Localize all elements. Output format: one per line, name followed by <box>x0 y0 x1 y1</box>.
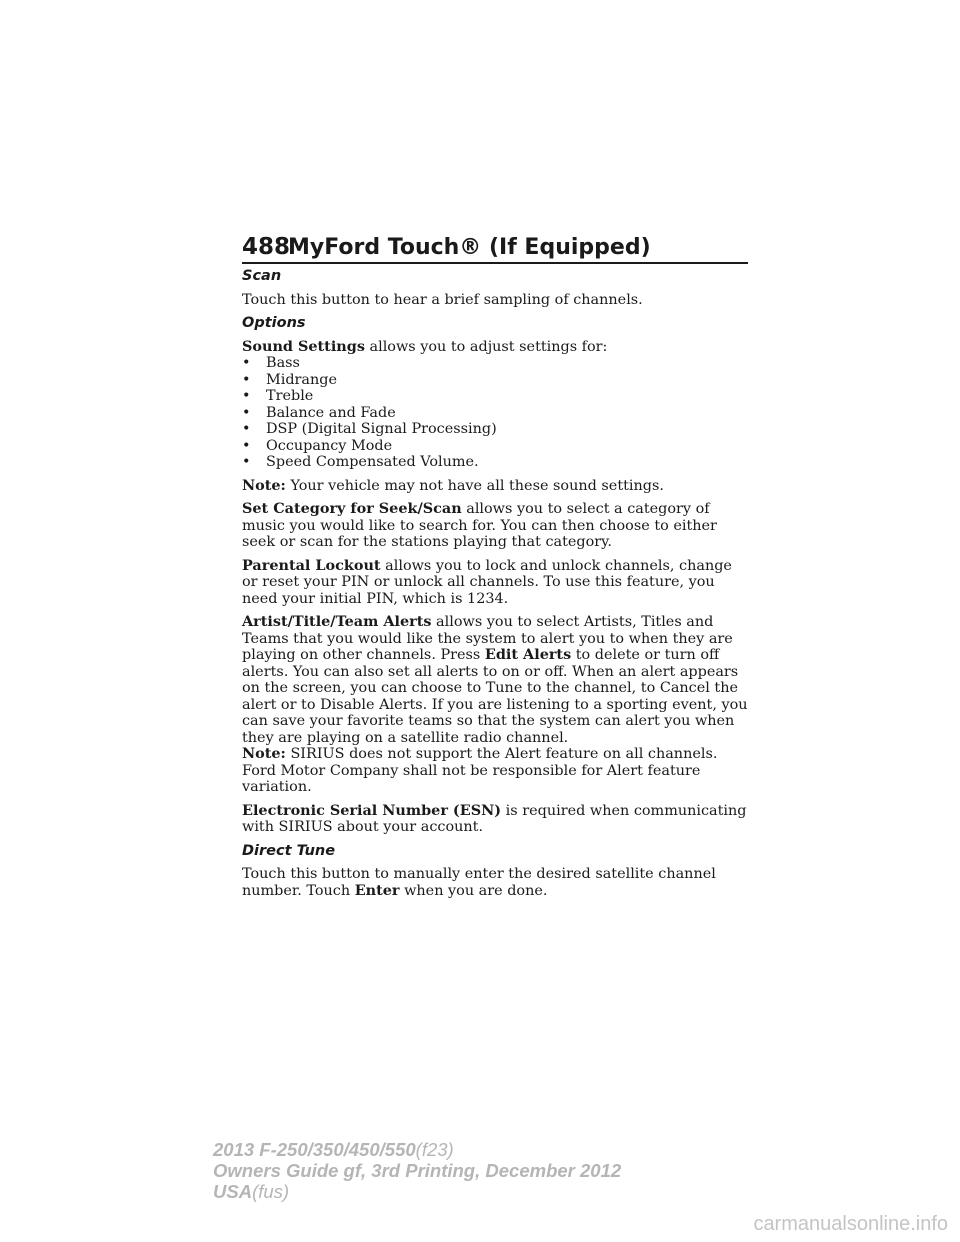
set-category-term: Set Category for Seek/Scan <box>242 500 462 517</box>
alerts-text-1: allows you to select Artists, Titles and Teams that you would like the system to alert you to when they are playing on other channels. Press <box>242 614 733 663</box>
scan-text: Touch this button to hear a brief sampling of channels. <box>242 291 643 308</box>
esn-term: Electronic Serial Number (ESN) <box>242 801 502 819</box>
sound-settings-paragraph <box>242 339 752 356</box>
note-label: Note: <box>242 476 286 494</box>
list-item: • Midrange <box>242 371 338 388</box>
bullet-icon: • <box>242 421 251 437</box>
alerts-term: Artist/Title/Team Alerts <box>242 613 432 630</box>
page-header <box>242 228 748 264</box>
note-alerts <box>242 746 752 796</box>
bullet-icon: • <box>242 388 251 404</box>
list-item: • DSP (Digital Signal Processing) <box>242 421 497 437</box>
alerts-text-2: to delete or turn off alerts. You can also set all alerts to on or off. When an alert appears on the screen, you can choose to Tune to the channel, to Cancel the alert or to Disable Alerts. If you are listening to a sporting event, you can save your favorite teams so that the system can alert you when they are playing on a satellite radio channel. <box>242 647 748 746</box>
note-text: SIRIUS does not support the Alert feature on all channels. Ford Motor Company shall not be responsible for Alert feature variation. <box>242 746 718 795</box>
direct-tune-text-2: when you are done. <box>404 882 548 899</box>
note-text: Your vehicle may not have all these sound settings. <box>290 477 664 494</box>
watermark: carmanualsonline.info <box>753 1213 948 1235</box>
sound-settings-text: allows you to adjust settings for: <box>369 338 608 355</box>
list-item: • Occupancy Mode <box>242 437 393 454</box>
esn-text: is required when communicating with SIRIUS about your account. <box>242 802 747 835</box>
set-category-text: allows you to select a category of music you would like to search for. You can then choose to either seek or scan for the stations playing that category. <box>242 501 717 550</box>
list-item: • Speed Compensated Volume. <box>242 454 479 470</box>
sound-settings-term: Sound Settings <box>242 337 365 355</box>
parental-lockout-paragraph <box>242 558 752 608</box>
parental-lockout-term: Parental Lockout <box>242 556 381 574</box>
footer-line-edition: Owners Guide gf, 3rd Printing, December 2012 <box>213 1160 622 1181</box>
sound-settings-list <box>242 355 752 471</box>
chapter-title: MyFord Touch® (If Equipped) <box>288 235 651 260</box>
esn-paragraph <box>242 803 752 836</box>
set-category-paragraph <box>242 501 752 551</box>
page-number: 488 <box>242 234 291 260</box>
bullet-icon: • <box>242 404 251 421</box>
bullet-icon: • <box>242 454 251 470</box>
bullet-icon: • <box>242 355 251 371</box>
footer-line-model: 2013 F-250/350/450/550(f23) <box>213 1139 454 1160</box>
bullet-icon: • <box>242 371 251 388</box>
document-footer <box>213 1139 621 1202</box>
direct-tune-paragraph <box>242 866 752 899</box>
options-heading: Options <box>242 315 306 331</box>
direct-tune-text-1: Touch this button to manually enter the desired satellite channel number. Touch <box>242 866 716 899</box>
note-label: Note: <box>242 745 286 762</box>
edit-alerts-term: Edit Alerts <box>484 646 572 663</box>
scan-heading: Scan <box>242 268 282 284</box>
list-item: • Bass <box>242 355 300 371</box>
bullet-icon: • <box>242 437 251 454</box>
parental-lockout-text: allows you to lock and unlock channels, change or reset your PIN or unlock all channels. To use this feature, you need your initial PIN, which is 1234. <box>242 557 732 607</box>
footer-line-market: USA(fus) <box>213 1181 290 1202</box>
direct-tune-heading: Direct Tune <box>242 842 336 859</box>
list-item: • Balance and Fade <box>242 404 396 421</box>
alerts-paragraph <box>242 614 752 746</box>
note-sound-settings <box>242 478 752 495</box>
page-content <box>242 268 752 906</box>
enter-term: Enter <box>354 881 400 899</box>
list-item: • Treble <box>242 388 314 404</box>
